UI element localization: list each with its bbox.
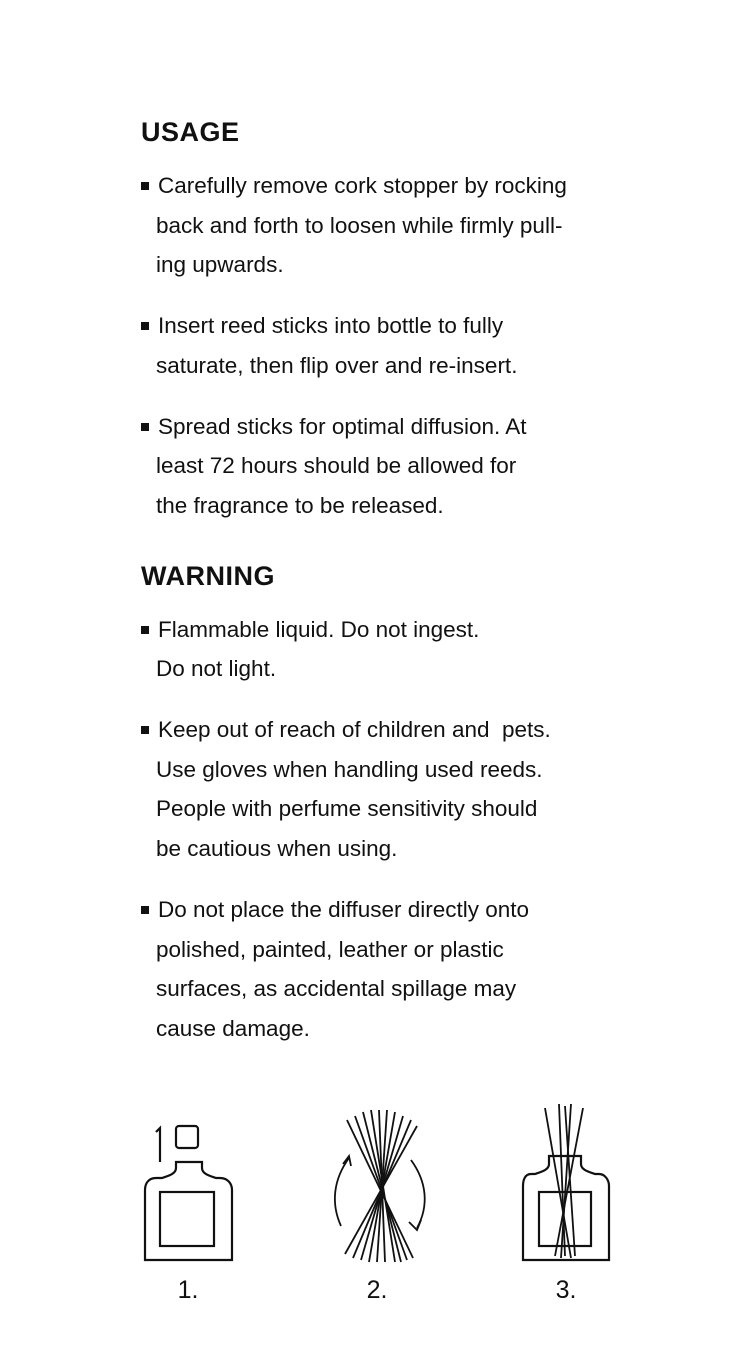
bottle-open-icon [140,1100,240,1270]
item-line: Use gloves when handling used reeds. [156,756,543,782]
bullet-icon [141,322,149,330]
item-line: back and forth to loosen while firmly pull- [156,212,563,238]
item-line: least 72 hours should be allowed for [156,453,517,479]
item-line: Do not place the diffuser directly onto [158,896,530,922]
bottle-with-reeds-icon [515,1100,615,1270]
list-item [141,890,641,1049]
item-line: Carefully remove cork stopper by rocking [158,173,567,198]
list-item [141,306,641,385]
item-line: People with perfume sensitivity should [156,796,538,822]
list-item [141,610,641,689]
item-line: ing upwards. [156,252,284,278]
bullet-icon [141,626,149,634]
instructions [141,112,641,1070]
bullet-icon [141,906,149,914]
list-item [141,710,641,869]
step-label: 1. [177,1276,199,1304]
bullet-icon [141,182,149,190]
item-line: be cautious when using. [156,836,398,862]
bullet-icon [141,726,149,734]
item-line: Insert reed sticks into bottle to fully [158,313,504,339]
warning-heading: WARNING [141,560,275,591]
bullet-icon [141,423,149,431]
step-label: 3. [555,1276,577,1304]
usage-heading: USAGE [141,117,240,147]
item-line: surfaces, as accidental spillage may [156,976,517,1002]
list-item [141,407,641,526]
item-line: cause damage. [156,1015,310,1041]
reed-flip-icon [325,1100,435,1270]
item-line: polished, painted, leather or plastic [156,936,504,962]
item-line: saturate, then flip over and re-insert. [156,352,518,378]
list-item [141,166,641,285]
item-line: Do not light. [156,656,277,682]
item-line: Flammable liquid. Do not ingest. [158,616,480,642]
usage-list [141,166,641,526]
item-line: Spread sticks for optimal diffusion. At [158,413,527,439]
warning-list [141,610,641,1049]
item-line: the fragrance to be released. [156,492,444,518]
step-illustrations [0,1100,750,1330]
item-line: Keep out of reach of children and pets. [158,717,551,743]
step-label: 2. [366,1276,388,1304]
